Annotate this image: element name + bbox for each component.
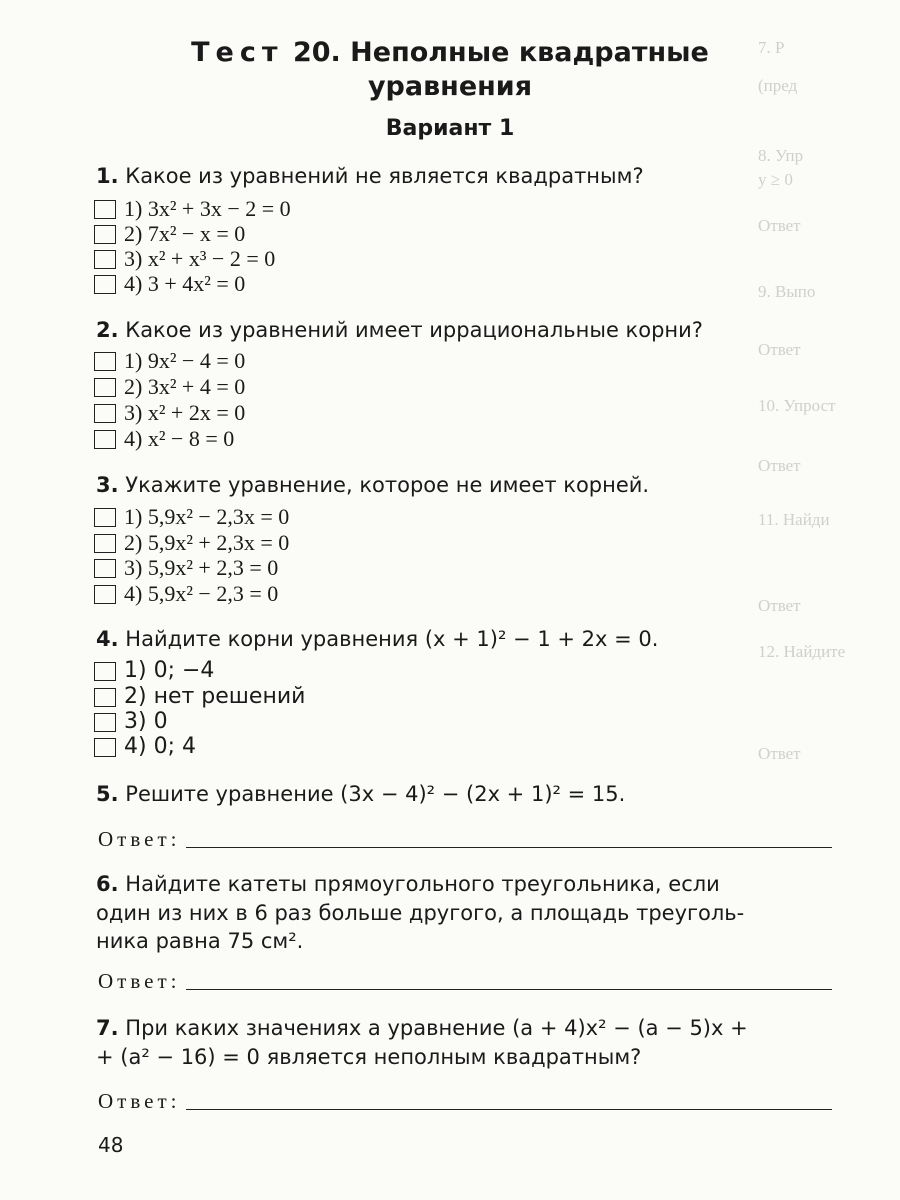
option-2-1[interactable] (94, 350, 245, 372)
option-text: 1) 9x² − 4 = 0 (124, 348, 246, 373)
answer-field-5[interactable] (98, 824, 832, 852)
variant-heading: Вариант 1 (385, 116, 515, 141)
ghost-line: 10. Упрост (758, 396, 836, 415)
option-1-2[interactable] (94, 223, 245, 245)
ghost-line: y ≥ 0 (758, 170, 793, 189)
answer-label: Ответ: (98, 827, 181, 851)
option-4-2[interactable] (94, 686, 305, 708)
option-text: 4) x² − 8 = 0 (124, 426, 235, 451)
question-5 (96, 779, 836, 809)
option-text: 2) 3x² + 4 = 0 (124, 374, 246, 399)
option-3-4[interactable] (94, 583, 278, 605)
answer-checkbox[interactable] (94, 275, 116, 294)
option-text: 1) 3x² + 3x − 2 = 0 (124, 196, 291, 221)
option-text: 2) 5,9x² + 2,3x = 0 (124, 530, 290, 555)
question-text: Решите уравнение (3x − 4)² − (2x + 1)² = 15. (125, 782, 626, 806)
ghost-line: 8. Упр (758, 146, 804, 165)
option-1-4[interactable] (94, 273, 245, 295)
question-number: 4. (96, 627, 119, 651)
option-1-3[interactable] (94, 248, 275, 270)
page-title (0, 34, 900, 72)
option-4-4[interactable] (94, 736, 196, 758)
option-4-1[interactable] (94, 660, 214, 682)
option-3-3[interactable] (94, 557, 278, 579)
option-2-3[interactable] (94, 402, 245, 424)
question-2 (96, 315, 836, 345)
option-text: 4) 5,9x² − 2,3 = 0 (124, 581, 279, 606)
option-2-2[interactable] (94, 376, 245, 398)
option-1-1[interactable] (94, 198, 291, 220)
title-word: Тест (191, 37, 284, 68)
answer-checkbox[interactable] (94, 534, 116, 553)
option-text: 3) x² + x³ − 2 = 0 (124, 246, 276, 271)
ghost-line: (пред (758, 76, 798, 95)
question-1 (96, 161, 836, 191)
ghost-line: Ответ (758, 596, 801, 615)
question-text: При каких значениях a уравнение (a + 4)x² − (a − 5)x + (125, 1016, 748, 1040)
ghost-line: 12. Найдите (758, 642, 846, 661)
option-text: 4) 3 + 4x² = 0 (124, 271, 246, 296)
question-text: Какое из уравнений имеет иррациональные корни? (125, 318, 703, 342)
option-text: 1) 5,9x² − 2,3x = 0 (124, 504, 290, 529)
answer-line[interactable] (186, 1103, 832, 1110)
ghost-line: 9. Выпо (758, 282, 816, 301)
ghost-line: 7. Р (758, 38, 785, 57)
question-6-line3: ника равна 75 см². (96, 929, 304, 953)
title-rest: 20. Неполные квадратные (292, 37, 709, 68)
page-title-line2: уравнения (367, 71, 533, 102)
question-text: Какое из уравнений не является квадратным? (125, 164, 644, 188)
page-number: 48 (98, 1133, 124, 1157)
option-3-1[interactable] (94, 506, 289, 528)
question-7 (96, 1013, 836, 1043)
answer-checkbox[interactable] (94, 200, 116, 219)
option-4-3[interactable] (94, 711, 168, 733)
answer-checkbox[interactable] (94, 250, 116, 269)
answer-checkbox[interactable] (94, 559, 116, 578)
option-text: 4) 0; 4 (124, 734, 196, 759)
answer-checkbox[interactable] (94, 225, 116, 244)
answer-checkbox[interactable] (94, 688, 116, 707)
answer-checkbox[interactable] (94, 404, 116, 423)
answer-field-6[interactable] (98, 966, 832, 994)
question-number: 7. (96, 1016, 119, 1040)
question-number: 1. (96, 164, 119, 188)
answer-label: Ответ: (98, 969, 181, 993)
option-3-2[interactable] (94, 532, 289, 554)
answer-checkbox[interactable] (94, 662, 116, 681)
answer-checkbox[interactable] (94, 508, 116, 527)
option-2-4[interactable] (94, 428, 234, 450)
option-text: 1) 0; −4 (124, 658, 215, 683)
ghost-line: Ответ (758, 456, 801, 475)
answer-checkbox[interactable] (94, 738, 116, 757)
option-text: 3) x² + 2x = 0 (124, 400, 246, 425)
question-6 (96, 869, 836, 899)
ghost-line: Ответ (758, 340, 801, 359)
answer-line[interactable] (186, 983, 832, 990)
question-6-line2: один из них в 6 раз больше другого, а площадь треуголь- (96, 901, 745, 925)
question-3 (96, 470, 836, 500)
option-text: 3) 0 (124, 709, 168, 734)
ghost-line: 11. Найди (758, 510, 830, 529)
question-text: Найдите корни уравнения (x + 1)² − 1 + 2x = 0. (125, 627, 659, 651)
answer-checkbox[interactable] (94, 352, 116, 371)
question-7-line2: + (a² − 16) = 0 является неполным квадратным? (96, 1045, 642, 1069)
option-text: 2) 7x² − x = 0 (124, 221, 246, 246)
question-number: 3. (96, 473, 119, 497)
answer-checkbox[interactable] (94, 430, 116, 449)
ghost-line: Ответ (758, 744, 801, 763)
option-text: 2) нет решений (124, 684, 306, 709)
question-4 (96, 624, 836, 654)
answer-label: Ответ: (98, 1089, 181, 1113)
option-text: 3) 5,9x² + 2,3 = 0 (124, 555, 279, 580)
answer-line[interactable] (186, 841, 832, 848)
question-number: 5. (96, 782, 119, 806)
answer-checkbox[interactable] (94, 713, 116, 732)
answer-checkbox[interactable] (94, 378, 116, 397)
question-text: Найдите катеты прямоугольного треугольника, если (125, 872, 720, 896)
question-number: 6. (96, 872, 119, 896)
ghost-line: Ответ (758, 216, 801, 235)
answer-field-7[interactable] (98, 1086, 832, 1114)
question-text: Укажите уравнение, которое не имеет корней. (125, 473, 650, 497)
question-number: 2. (96, 318, 119, 342)
answer-checkbox[interactable] (94, 585, 116, 604)
